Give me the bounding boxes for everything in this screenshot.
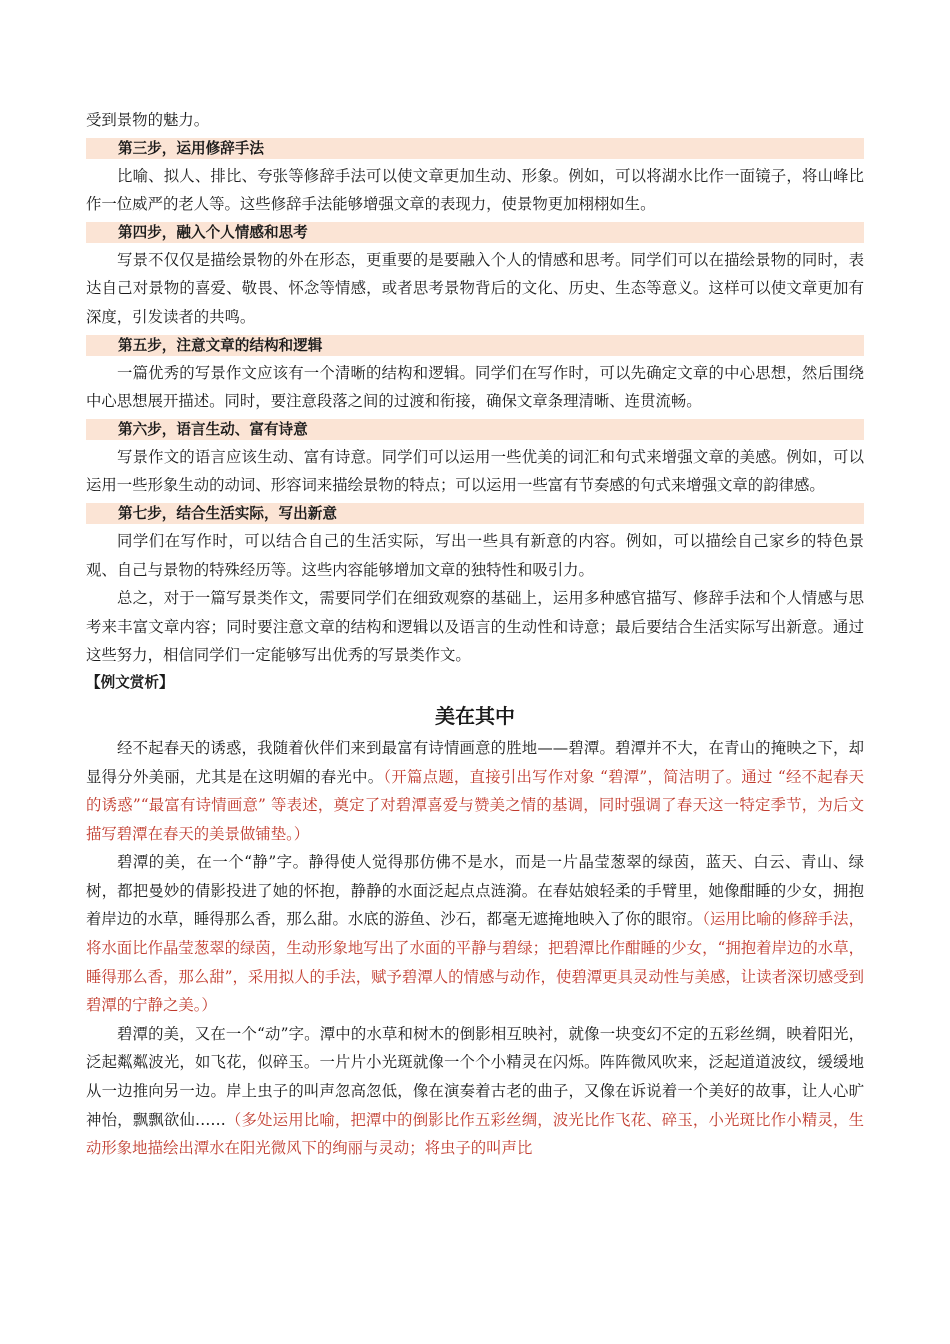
step-heading: 第五步，注意文章的结构和逻辑 [86,335,864,356]
step-heading: 第四步，融入个人情感和思考 [86,222,864,243]
essay-annotation: （开篇点题，直接引出写作对象 “碧潭”，简洁明了。通过 “经不起春天的诱惑”“最富有诗情画意” 等表述，奠定了对碧潭喜爱与赞美之情的基调，同时强调了春天这一特定季节，为后文描写碧潭在春天的美景做铺垫。） [86,767,864,843]
step-heading: 第三步，运用修辞手法 [86,138,864,159]
essay-annotation: （多处运用比喻，把潭中的倒影比作五彩丝绸，波光比作飞花、碎玉，小光斑比作小精灵，生动形象地描绘出潭水在阳光微风下的绚丽与灵动；将虫子的叫声比 [86,1110,864,1158]
document-page [86,106,864,1163]
essay-title: 美在其中 [435,703,515,728]
essay-text: 碧潭的美，在一个“静”字。静得使人觉得那仿佛不是水，而是一片晶莹葱翠的绿茵，蓝天、白云、青山、绿树，都把曼妙的倩影投进了她的怀抱，静静的水面泛起点点涟漪。在春姑娘轻柔的手臂里，她像酣睡的少女，拥抱着岸边的水草，睡得那么香，那么甜。水底的游鱼、沙石，都毫无遮掩地映入了你的眼帘。 [86,853,864,929]
essay-paragraph [86,734,864,848]
step-paragraph: 同学们在写作时，可以结合自己的生活实际，写出一些具有新意的内容。例如，可以描绘自己家乡的特色景观、自己与景物的特殊经历等。这些内容能够增加文章的独特性和吸引力。 [86,531,864,579]
essay-paragraph [86,1020,864,1163]
essay-paragraph [86,848,864,1020]
essay-text: 碧潭的美，又在一个“动”字。潭中的水草和树木的倒影相互映衬，就像一块变幻不定的五彩丝绸，映着阳光，泛起粼粼波光，如飞花，似碎玉。一片片小光斑就像一个个小精灵在闪烁。阵阵微风吹来，泛起道道波纹，缓缓地从一边推向另一边。岸上虫子的叫声忽高忽低，像在演奏着古老的曲子，又像在诉说着一个美好的故事，让人心旷神怡，飘飘欲仙…… [86,1024,864,1129]
step-paragraph: 一篇优秀的写景作文应该有一个清晰的结构和逻辑。同学们在写作时，可以先确定文章的中心思想，然后围绕中心思想展开描述。同时，要注意段落之间的过渡和衔接，确保文章条理清晰、连贯流畅。 [86,363,864,411]
example-label: 【例文赏析】 [86,673,174,691]
essay-text: 经不起春天的诱惑，我随着伙伴们来到最富有诗情画意的胜地——碧潭。碧潭并不大，在青山的掩映之下，却显得分外美丽，尤其是在这明媚的春光中。 [86,738,864,786]
step-paragraph: 写景作文的语言应该生动、富有诗意。同学们可以运用一些优美的词汇和句式来增强文章的美感。例如，可以运用一些形象生动的动词、形容词来描绘景物的特点；可以运用一些富有节奏感的句式来增强文章的韵律感。 [86,447,864,495]
essay-annotation: （运用比喻的修辞手法，将水面比作晶莹葱翠的绿茵，生动形象地写出了水面的平静与碧绿；把碧潭比作酣睡的少女，“拥抱着岸边的水草，睡得那么香，那么甜”，采用拟人的手法，赋予碧潭人的情感与动作，使碧潭更具灵动性与美感，让读者深切感受到碧潭的宁静之美。） [86,910,864,1015]
step-heading: 第七步，结合生活实际，写出新意 [86,503,864,524]
step-paragraph: 写景不仅仅是描绘景物的外在形态，更重要的是要融入个人的情感和思考。同学们可以在描绘景物的同时，表达自己对景物的喜爱、敬畏、怀念等情感，或者思考景物背后的文化、历史、生态等意义。这样可以使文章更加有深度，引发读者的共鸣。 [86,250,864,326]
summary-paragraph: 总之，对于一篇写景类作文，需要同学们在细致观察的基础上，运用多种感官描写、修辞手法和个人情感与思考来丰富文章内容；同时要注意文章的结构和逻辑以及语言的生动性和诗意；最后要结合生活实际写出新意。通过这些努力，相信同学们一定能够写出优秀的写景类作文。 [86,589,864,665]
step-heading: 第六步，语言生动、富有诗意 [86,419,864,440]
step-paragraph: 比喻、拟人、排比、夸张等修辞手法可以使文章更加生动、形象。例如，可以将湖水比作一面镜子，将山峰比作一位威严的老人等。这些修辞手法能够增强文章的表现力，使景物更加栩栩如生。 [86,166,864,214]
intro-tail: 受到景物的魅力。 [86,111,210,129]
